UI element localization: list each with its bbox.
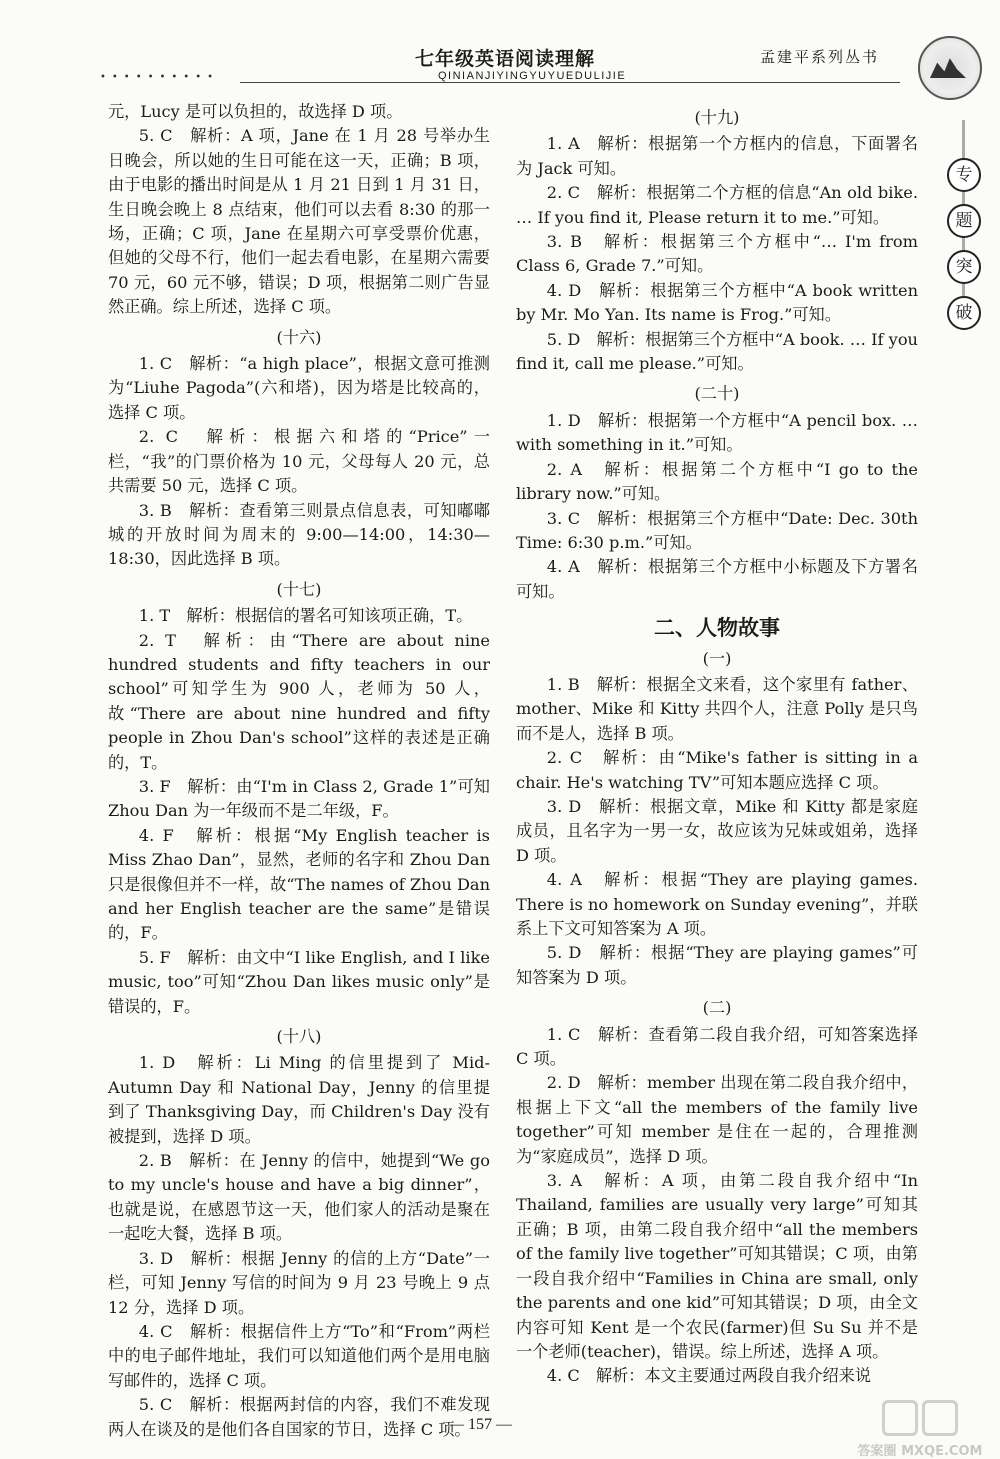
answer-item: 4. A 解析：根据第三个方框中小标题及下方署名可知。 (516, 557, 918, 601)
emblem-icon (918, 36, 982, 100)
answer-item: 1. C 解析：查看第二段自我介绍，可知答案选择 C 项。 (516, 1024, 918, 1069)
answer-item: 5. D 解析：根据“They are playing games”可知答案为 D 项。 (516, 943, 918, 987)
left-column (108, 100, 490, 1442)
answer-item: 5. D 解析：根据第三个方框中“A book. … If you find it, call me please.”可知。 (516, 329, 918, 374)
section-heading: (十九) (694, 108, 740, 127)
side-tab: 题 (947, 204, 981, 238)
answer-item: 3. C 解析：根据第三个方框中“Date: Dec. 30th Time: 6:30 p.m.”可知。 (516, 508, 918, 552)
book-title-pinyin: QINIANJIYINGYUYUEDULIJIE (438, 70, 627, 82)
book-title: 七年级英语阅读理解 (415, 48, 596, 70)
side-tabs (947, 158, 985, 342)
section-heading: (一) (702, 648, 732, 668)
paragraph: 元，Lucy 是可以负担的，故选择 D 项。 (108, 102, 403, 121)
answer-item: 2. C 解析：根据第二个方框的信息“An old bike. … If you find it, Please return it to me.”可知。 (516, 183, 918, 227)
answer-item: 3. D 解析：根据 Jenny 的信的上方“Date”一栏，可知 Jenny 写信的时间为 9 月 23 号晚上 9 点 12 分，选择 D 项。 (108, 1248, 490, 1317)
answer-item: 5. C 解析：根据两封信的内容，我们不难发现两人在谈及的是他们各自国家的节日，选择 C 项。 (108, 1395, 490, 1439)
answer-item: 3. F 解析：由“I'm in Class 2, Grade 1”可知 Zhou Dan 为一年级而不是二年级，F。 (108, 776, 490, 821)
series-name: 孟建平系列丛书 (760, 48, 880, 66)
answer-item: 4. A 解析：根据“They are playing games. There is no homework on Sunday evening”，并联系上下文可知答案为 A 项。 (516, 870, 918, 938)
answer-item: 1. C 解析：“a high place”，根据文意可推测为“Liuhe Pagoda”(六和塔)，因为塔是比较高的，选择 C 项。 (108, 354, 490, 422)
watermark (850, 1400, 990, 1459)
answer-item: 1. A 解析：根据第一个方框内的信息，下面署名为 Jack 可知。 (516, 134, 918, 178)
answer-item: 1. D 解析：Li Ming 的信里提到了 Mid-Autumn Day 和 National Day，Jenny 的信里提到了 Thanksgiving Day，而 Children's Day 没有被提到，选择 D 项。 (108, 1053, 490, 1146)
watermark-logo-icon (882, 1400, 918, 1436)
side-tab: 破 (947, 296, 981, 330)
section-heading: (十六) (276, 327, 322, 347)
decorative-dots: •••••••••• (100, 72, 219, 83)
answer-item: 2. C 解析：由“Mike's father is sitting in a chair. He's watching TV”可知本题应选择 C 项。 (516, 748, 918, 792)
answer-item: 4. C 解析：根据信件上方“To”和“From”两栏中的电子邮件地址，我们可以知道他们两个是用电脑写邮件的，选择 C 项。 (108, 1321, 490, 1390)
answer-item: 4. D 解析：根据第三个方框中“A book written by Mr. Mo Yan. Its name is Frog.”可知。 (516, 280, 918, 325)
answer-item: 1. D 解析：根据第一个方框中“A pencil box. … with something in it.”可知。 (516, 410, 918, 455)
page-header (0, 0, 1000, 90)
answer-item: 5. F 解析：由文中“I like English, and I like music, too”可知“Zhou Dan likes music only”是错误的，F。 (108, 947, 490, 1016)
section-heading: (十八) (276, 1027, 322, 1047)
answer-item: 3. D 解析：根据文章，Mike 和 Kitty 都是家庭成员，且名字为一男一女，故应该为兄妹或姐弟，选择 D 项。 (516, 796, 918, 865)
answer-item: 1. B 解析：根据全文来看，这个家里有 father、mother、Mike 和 Kitty 共四个人，注意 Polly 是只鸟而不是人，选择 B 项。 (516, 674, 918, 743)
section-heading: (十七) (276, 579, 322, 599)
answer-item: 2. C 解析：根据六和塔的“Price”一栏，“我”的门票价格为 10 元，父母每人 20 元，总共需要 50 元，选择 C 项。 (108, 427, 490, 496)
answer-item: 4. C 解析：本文主要通过两段自我介绍来说 (546, 1366, 872, 1386)
answer-item: 1. T 解析：根据信的署名可知该项正确，T。 (138, 606, 473, 626)
answer-item: 2. D 解析：member 出现在第二段自我介绍中，根据上下文“all the members of the family live together”可知 member 是住在一起的，合理推测为“家庭成员”，选择 D 项。 (516, 1073, 918, 1166)
page-number: — 157 — (448, 1416, 512, 1433)
right-column (516, 100, 918, 1389)
answer-item: 3. B 解析：根据第三个方框中“… I'm from Class 6, Grade 7.”可知。 (516, 232, 918, 276)
watermark-text: 答案圈 MXQE.COM (857, 1444, 983, 1459)
side-tab: 突 (947, 250, 981, 284)
answer-item: 2. B 解析：在 Jenny 的信中，她提到“We go to my uncle's house and have a big dinner”，也就是说，在感恩节这一天，他们家人的活动是聚在一起吃大餐，选择 B 项。 (108, 1151, 490, 1244)
header-rule (240, 82, 900, 83)
section-heading: (二十) (694, 384, 740, 404)
answer-item: 3. B 解析：查看第三则景点信息表，可知嘟嘟城的开放时间为周末的 9:00—14:00，14:30—18:30，因此选择 B 项。 (108, 500, 490, 569)
answer-item: 2. T 解析：由“There are about nine hundred students and fifty teachers in our school”可知学生为 900 人，老师为 50 人，故“There are about nine hundred and fifty people in Zhou Dan's school”这样的表述是正确的，T。 (108, 630, 490, 772)
section-heading: (二) (702, 998, 732, 1018)
answer-item: 2. A 解析：根据第二个方框中“I go to the library now.”可知。 (516, 459, 918, 504)
side-tab: 专 (947, 158, 981, 192)
answer-item: 3. A 解析：A 项，由第二段自我介绍中“In Thailand, families are usually very large”可知其正确；B 项，由第二段自我介绍中“all the members of the family live together”可知其错误；C 项，由第一段自我介绍中“Families in China are small, only the parents and one kid”可知其错误；D 项，由全文内容可知 Kent 是一个农民(farmer)但 Su Su 并不是一个老师(teacher)，错误。综上所述，选择 A 项。 (516, 1171, 918, 1361)
answer-item: 5. C 解析：A 项，Jane 在 1 月 28 号举办生日晚会，所以她的生日可能在这一天，正确；B 项，由于电影的播出时间是从 1 月 21 日到 1 月 31 日，生日晚会晚上 8 点结束，他们可以去看 8:30 的那一场，正确；C 项，Jane 在星期六可享受票价优惠，但她的父母不行，他们一起去看电影，在星期六需要 70 元，60 元不够，错误；D 项，根据第二则广告显然正确。综上所述，选择 C 项。 (108, 126, 490, 317)
chapter-heading: 二、人物故事 (654, 616, 780, 641)
answer-item: 4. F 解析：根据“My English teacher is Miss Zhao Dan”，显然，老师的名字和 Zhou Dan 只是很像但并不一样，故“The names of Zhou Dan and her English teacher are the same”是错误的，F。 (108, 825, 490, 943)
watermark-logo-icon (922, 1400, 958, 1436)
